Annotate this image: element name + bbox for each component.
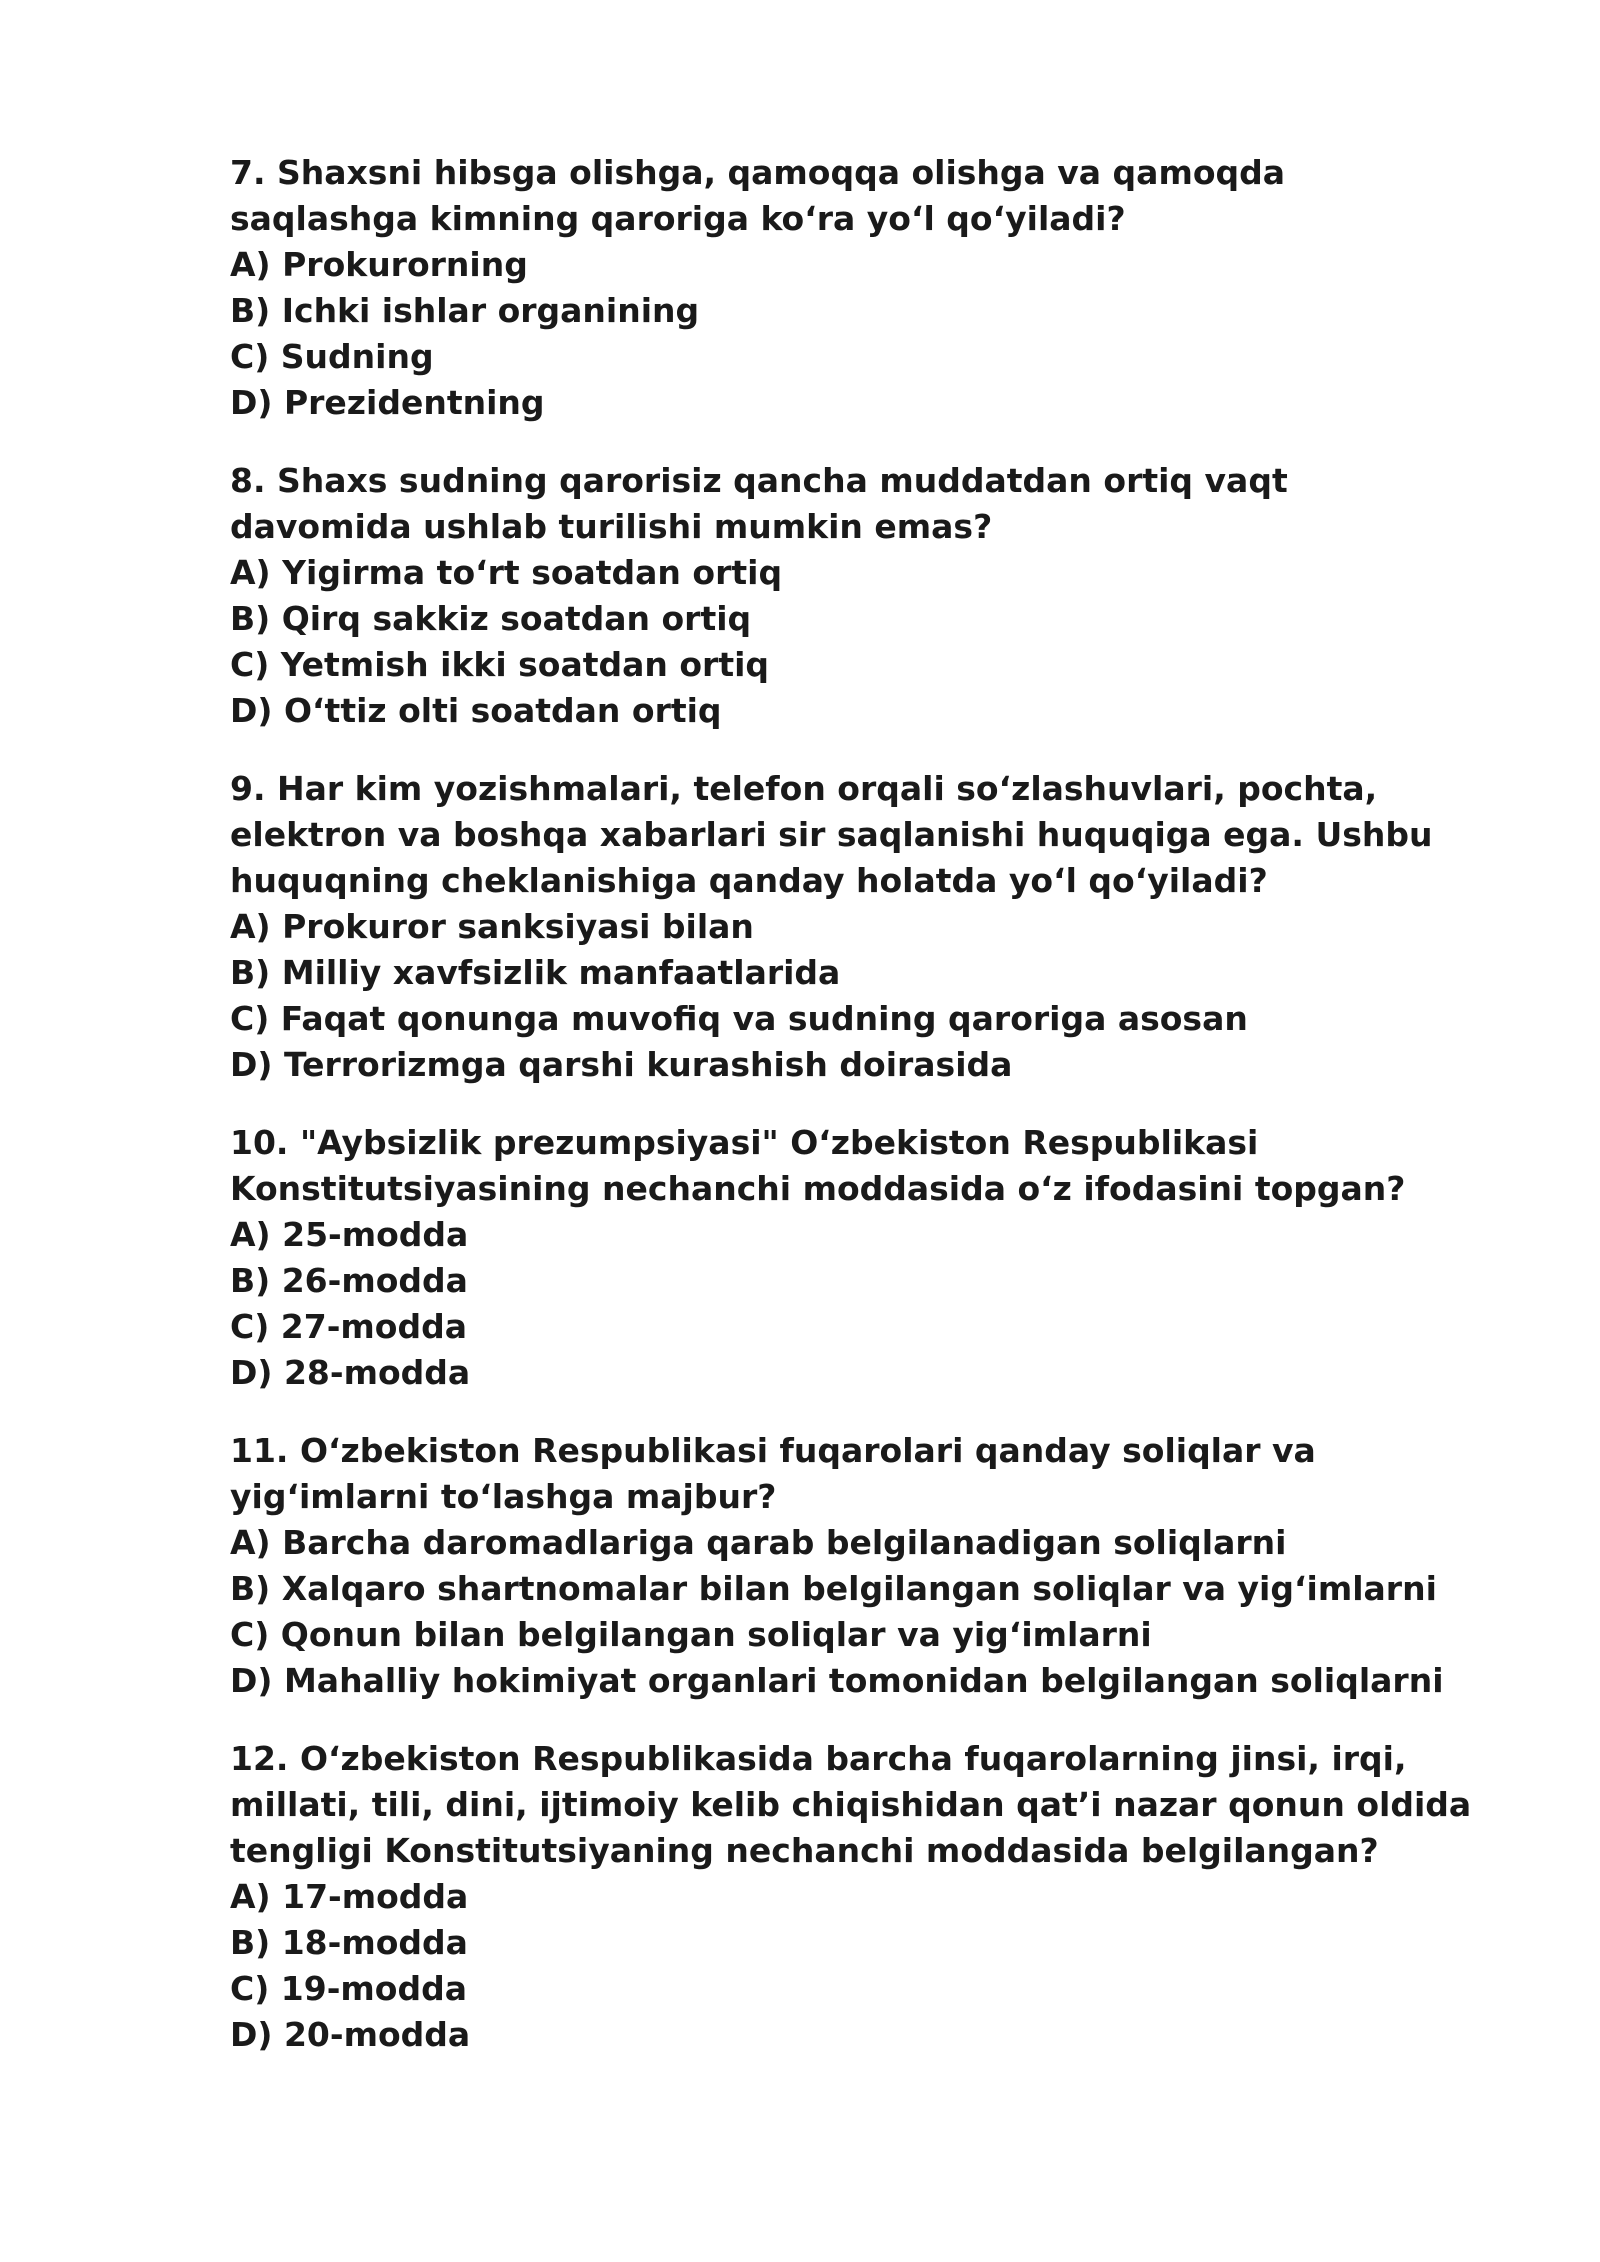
answer-option-a: A) Barcha daromadlariga qarab belgilanadigan soliqlarni xyxy=(230,1523,1287,1562)
question-list xyxy=(230,150,1480,2090)
question-text: 10. "Aybsizlik prezumpsiyasi" Oʻzbekiston Respublikasi Konstitutsiyasining nechanchi moddasida oʻz ifodasini topgan? xyxy=(230,1123,1406,1208)
answer-option-b: B) 26-modda xyxy=(230,1261,468,1300)
answer-option-b: B) Qirq sakkiz soatdan ortiq xyxy=(230,599,752,638)
question-text: 9. Har kim yozishmalari, telefon orqali soʻzlashuvlari, pochta, elektron va boshqa xabarlari sir saqlanishi huquqiga ega. Ushbu huquqning cheklanishiga qanday holatda yoʻl qoʻyiladi? xyxy=(230,769,1433,900)
answer-options xyxy=(230,242,1480,426)
answer-option-b: B) Xalqaro shartnomalar bilan belgilangan soliqlar va yigʻimlarni xyxy=(230,1569,1437,1608)
answer-options xyxy=(230,1212,1480,1396)
answer-option-a: A) Yigirma toʻrt soatdan ortiq xyxy=(230,553,783,592)
answer-option-d: D) 28-modda xyxy=(230,1353,471,1392)
answer-option-d: D) 20-modda xyxy=(230,2015,471,2054)
answer-option-d: D) Mahalliy hokimiyat organlari tomonidan belgilangan soliqlarni xyxy=(230,1661,1444,1700)
question-7 xyxy=(230,150,1480,426)
answer-options xyxy=(230,904,1480,1088)
answer-option-b: B) 18-modda xyxy=(230,1923,468,1962)
question-text: 7. Shaxsni hibsga olishga, qamoqqa olishga va qamoqda saqlashga kimning qaroriga koʻra yoʻl qoʻyiladi? xyxy=(230,153,1286,238)
question-10 xyxy=(230,1120,1480,1396)
answer-option-c: C) Faqat qonunga muvofiq va sudning qaroriga asosan xyxy=(230,999,1248,1038)
answer-option-c: C) Qonun bilan belgilangan soliqlar va yigʻimlarni xyxy=(230,1615,1152,1654)
question-8 xyxy=(230,458,1480,734)
answer-options xyxy=(230,1520,1480,1704)
question-9 xyxy=(230,766,1480,1088)
answer-option-a: A) 17-modda xyxy=(230,1877,469,1916)
answer-option-c: C) 19-modda xyxy=(230,1969,467,2008)
answer-option-c: C) Yetmish ikki soatdan ortiq xyxy=(230,645,770,684)
answer-option-d: D) Oʻttiz olti soatdan ortiq xyxy=(230,691,722,730)
answer-options xyxy=(230,1874,1480,2058)
answer-option-d: D) Prezidentning xyxy=(230,383,545,422)
question-text: 11. Oʻzbekiston Respublikasi fuqarolari qanday soliqlar va yigʻimlarni toʻlashga majbur? xyxy=(230,1431,1316,1516)
answer-options xyxy=(230,550,1480,734)
answer-option-d: D) Terrorizmga qarshi kurashish doirasida xyxy=(230,1045,1013,1084)
question-11 xyxy=(230,1428,1480,1704)
answer-option-a: A) Prokurorning xyxy=(230,245,528,284)
answer-option-a: A) 25-modda xyxy=(230,1215,469,1254)
answer-option-a: A) Prokuror sanksiyasi bilan xyxy=(230,907,754,946)
answer-option-c: C) 27-modda xyxy=(230,1307,467,1346)
question-text: 12. Oʻzbekiston Respublikasida barcha fuqarolarning jinsi, irqi, millati, tili, dini, ijtimoiy kelib chiqishidan qatʼi nazar qonun oldida tengligi Konstitutsiyaning nechanchi moddasida belgilangan? xyxy=(230,1739,1472,1870)
question-12 xyxy=(230,1736,1480,2058)
question-text: 8. Shaxs sudning qarorisiz qancha muddatdan ortiq vaqt davomida ushlab turilishi mumkin emas? xyxy=(230,461,1288,546)
answer-option-c: C) Sudning xyxy=(230,337,434,376)
answer-option-b: B) Ichki ishlar organining xyxy=(230,291,700,330)
answer-option-b: B) Milliy xavfsizlik manfaatlarida xyxy=(230,953,841,992)
